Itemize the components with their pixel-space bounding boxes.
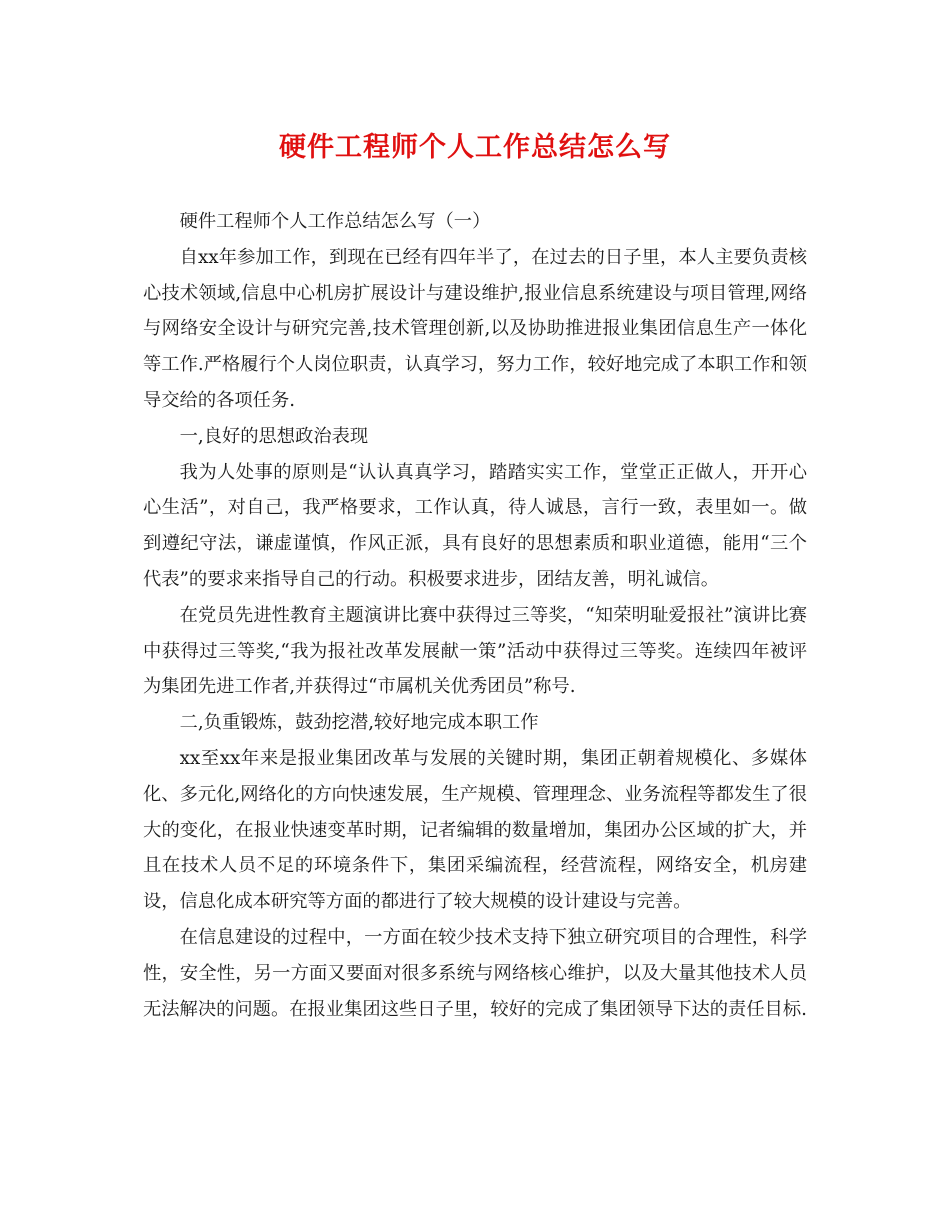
section-subtitle: 硬件工程师个人工作总结怎么写（一）	[179, 211, 491, 232]
paragraph-info-construction: 在信息建设的过程中，一方面在较少技术支持下独立研究项目的合理性，科学性，安全性，另一方面又要面对很多系统与网络核心维护，以及大量其他技术人员无法解决的问题。在报业集团这些日子里，较好的完成了集团领导下达的责任目标.	[143, 926, 807, 1020]
paragraph-reform: xx至xx年来是报业集团改革与发展的关键时期，集团正朝着规模化、多媒体化、多元化,网络化的方向快速发展，生产规模、管理理念、业务流程等都发生了很大的变化，在报业快速变革时期，记者编辑的数量增加，集团办公区域的扩大，并且在技术人员不足的环境条件下，集团采编流程，经营流程，网络安全，机房建设，信息化成本研究等方面的都进行了较大规模的设计建设与完善。	[143, 747, 807, 913]
document-body	[143, 204, 807, 1027]
document-title: 硬件工程师个人工作总结怎么写	[279, 132, 671, 163]
section-heading-1: 一,良好的思想政治表现	[179, 425, 369, 447]
paragraph-awards: 在党员先进性教育主题演讲比赛中获得过三等奖，“知荣明耻爱报社”演讲比赛中获得过三等奖,“我为报社改革发展献一策”活动中获得过三等奖。连续四年被评为集团先进工作者,并获得过“市属机关优秀团员”称号.	[143, 604, 807, 698]
section-heading-2: 二,负重锻炼，鼓劲挖潜,较好地完成本职工作	[179, 712, 539, 734]
paragraph-principles: 我为人处事的原则是“认认真真学习，踏踏实实工作，堂堂正正做人，开开心心生活”，对自己，我严格要求，工作认真，待人诚恳，言行一致，表里如一。做到遵纪守法，谦虚谨慎，作风正派，具有良好的思想素质和职业道德，能用“三个代表”的要求来指导自己的行动。积极要求进步，团结友善，明礼诚信。	[143, 461, 807, 590]
paragraph-intro: 自xx年参加工作，到现在已经有四年半了，在过去的日子里，本人主要负责核心技术领域,信息中心机房扩展设计与建设维护,报业信息系统建设与项目管理,网络与网络安全设计与研究完善,技术管理创新,以及协助推进报业集团信息生产一体化等工作.严格履行个人岗位职责，认真学习，努力工作，较好地完成了本职工作和领导交给的各项任务.	[143, 246, 807, 411]
